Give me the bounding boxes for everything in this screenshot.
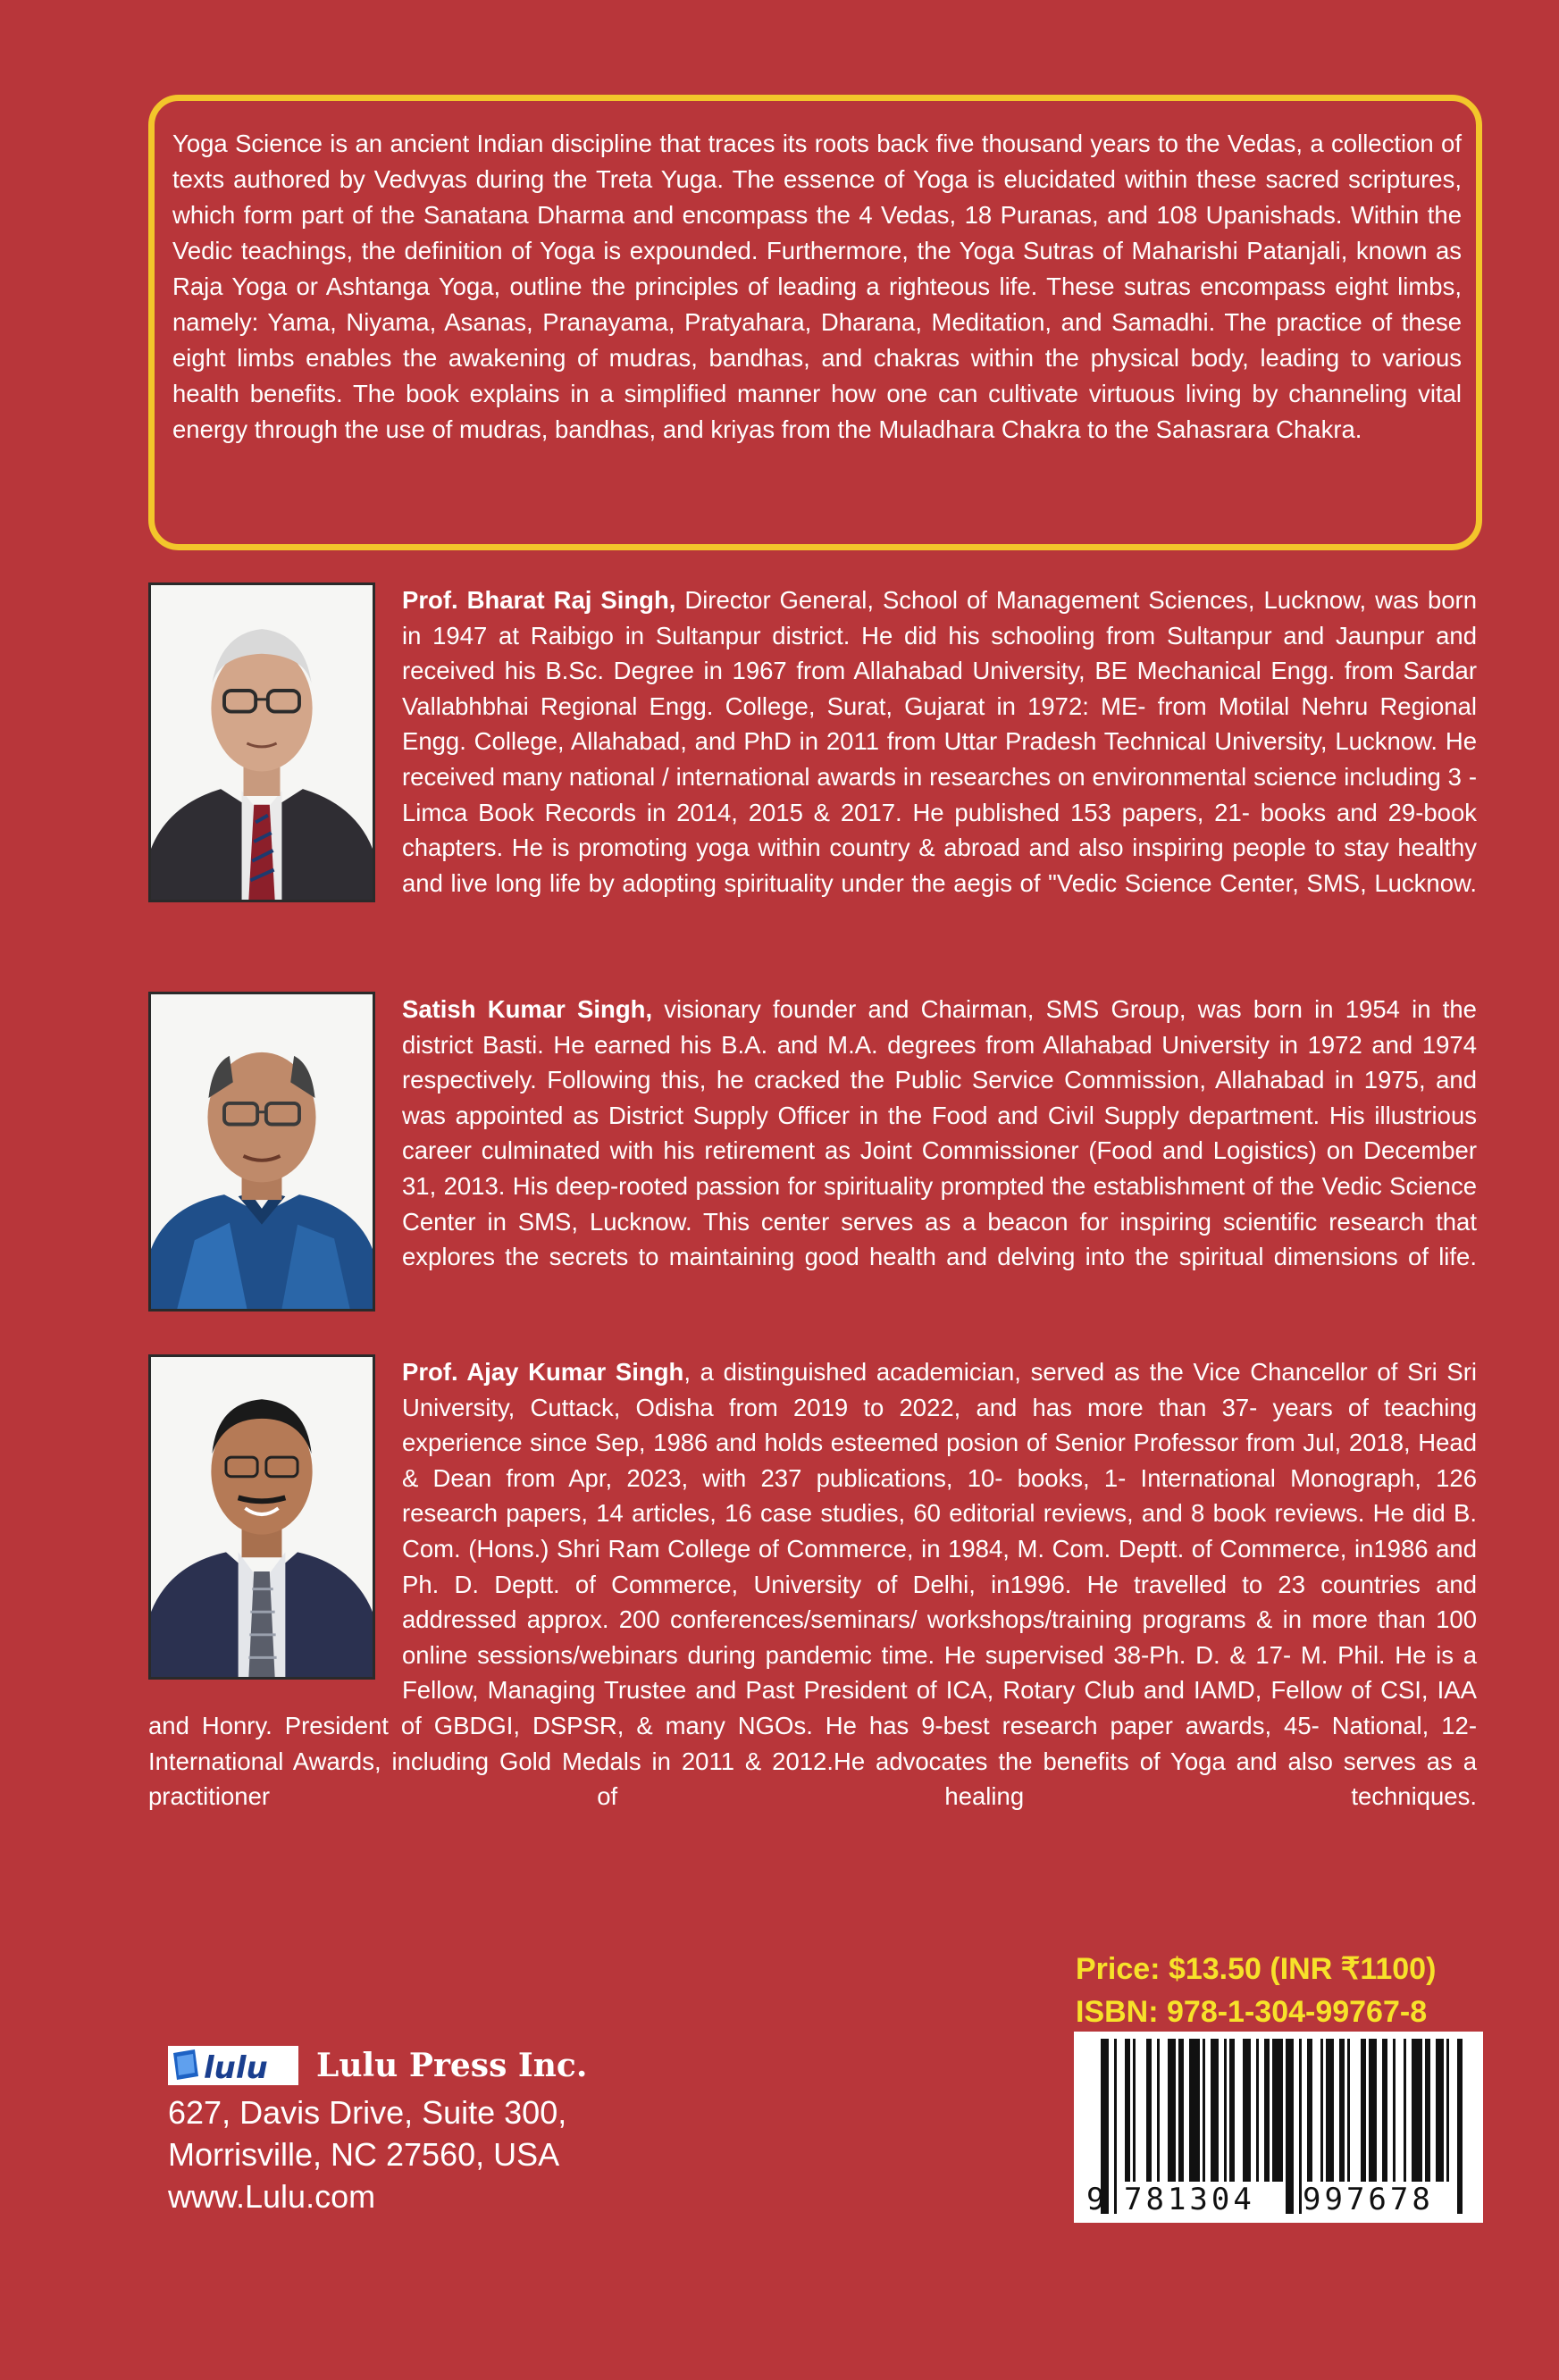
barcode-bar [1243,2039,1251,2182]
barcode-bar [1326,2039,1334,2182]
publisher-address-line-1: 627, Davis Drive, Suite 300, [168,2094,567,2131]
publisher-website[interactable]: www.Lulu.com [168,2178,376,2215]
author-bio-satish-kumar-singh [148,992,1477,1347]
barcode-bar [1178,2039,1184,2182]
publisher-address-line-2: Morrisville, NC 27560, USA [168,2136,560,2173]
author-name: Prof. Bharat Raj Singh, [402,586,676,614]
author-name: Satish Kumar Singh, [402,995,653,1023]
price-isbn-block [1076,1948,1496,2033]
publisher-block [168,2041,587,2217]
author-bio-bharat-raj-singh [148,582,1477,938]
barcode-bar [1425,2039,1430,2182]
author-bio-body: Director General, School of Management Sciences, Lucknow, was born in 1947 at Raibigo in Sultanpur district. He did his schooling from Sultanpur and Jaunpur and received his B.Sc. Degree in 1967 from Allahabad University, BE Mechanical Engg. from Sardar Vallabhbhai Regional Engg. College, Surat, Gujarat in 1972: ME- from Motilal Nehru Regional Engg. College, Allahabad, and PhD in 2011 from Uttar Pradesh Technical University, Lucknow. He received many national / international awards in researches on environmental science including 3 - Limca Book Records in 2014, 2015 & 2017. He published 153 papers, 21- books and 29-book chapters. He is promoting yoga within country & abroad and also inspiring people to stay healthy and live long life by adopting spirituality under the aegis of "Vedic Science Center, SMS, Lucknow. [402,586,1477,897]
barcode-digits [1074,2182,1483,2217]
author-bio-body: , a distinguished academician, served as the Vice Chancellor of Sri Sri University, Cuttack, Odisha from 2019 to 2022, and has more than 37- years of teaching experience since Sep, 1986 and holds esteemed posion of Senior Professor from Jul, 2018, Head & Dean from Apr, 2023, with 237 publications, 10- books, 1- International Monograph, 126 research papers, 14 articles, 16 case studies, 60 editorial reviews, and 8 book reviews. He did B. Com. (Hons.) Shri Ram College of Commerce, in 1984, M. Com. Deptt. of Commerce, in1986 and Ph. D. Deptt. of Commerce, University of Delhi, in1996. He travelled to 23 countries and addressed approx. 200 conferences/seminars/ workshops/training programs & in more than 100 online sessions/webinars during pandemic time. He supervised 38-Ph. D. & 17- M. Phil. He is a Fellow, Managing Trustee and Past President of ICA, Rotary Club and IAMD, Fellow of CSI, IAA and Honry. President of GBDGI, DSPSR, & many NGOs. He has 9-best research paper awards, 45- National, 12- International Awards, including Gold Medals in 2011 & 2012.He advocates the benefits of Yoga and also serves as a practitioner of healing techniques. [148,1358,1477,1811]
publisher-name: Lulu Press Inc. [316,2047,588,2084]
barcode-bar [1157,2039,1160,2182]
author-bio-ajay-kumar-singh [148,1354,1477,1849]
barcode-bar [1412,2039,1422,2182]
author-bio-body: visionary founder and Chairman, SMS Group, was born in 1954 in the district Basti. He earned his B.A. and M.A. degrees from Allahabad University in 1972 and 1974 respectively. Following this, he cracked the Public Service Commission, Allahabad in 1975, and was appointed as District Supply Officer in the Food and Civil Supply department. His illustrious career culminated with his retirement as Joint Commissioner (Food and Logistics) on December 31, 2013. His deep-rooted passion for spirituality prompted the establishment of the Vedic Science Center in SMS, Lucknow. This center serves as a beacon for inspiring scientific research that explores the secrets to maintaining good health and delving into the spiritual dimensions of life. [402,995,1477,1271]
author-photo-bharat-raj-singh [148,582,375,902]
barcode-bar [1272,2039,1283,2182]
barcode-bar [1264,2039,1270,2182]
price-label: Price: $13.50 (INR ₹1100) [1076,1952,1437,1986]
barcode-bar [1339,2039,1345,2182]
barcode-bar [1307,2039,1312,2182]
isbn-barcode [1074,2032,1483,2223]
barcode-bar [1146,2039,1152,2182]
author-name: Prof. Ajay Kumar Singh [402,1358,684,1386]
barcode-digit-first: 9 [1086,2182,1105,2217]
barcode-bar [1369,2039,1377,2182]
barcode-bar [1361,2039,1366,2182]
barcode-bar [1189,2039,1200,2182]
barcode-bar [1211,2039,1219,2182]
barcode-bar [1436,2039,1444,2182]
barcode-bar [1168,2039,1176,2182]
isbn-label: ISBN: 978-1-304-99767-8 [1076,1995,1428,2029]
barcode-bar [1320,2039,1323,2182]
barcode-bar [1382,2039,1387,2182]
barcode-bar [1224,2039,1227,2182]
barcode-bar [1393,2039,1396,2182]
barcode-bar [1446,2039,1449,2182]
author-photo-ajay-kumar-singh [148,1354,375,1680]
lulu-logo [168,2046,298,2085]
barcode-bar [1125,2039,1130,2182]
svg-text:lulu: lulu [204,2050,268,2085]
barcode-bar [1133,2039,1136,2182]
barcode-bar [1404,2039,1406,2182]
barcode-bar [1203,2039,1205,2182]
description-box [148,95,1482,550]
barcode-digits-right: 997678 [1303,2182,1434,2217]
barcode-bar [1229,2039,1235,2182]
author-photo-satish-kumar-singh [148,992,375,1312]
description-text: Yoga Science is an ancient Indian discipline that traces its roots back five thousand years to the Vedas, a collection of texts authored by Vedvyas during the Treta Yuga. The essence of Yoga is elucidated within these sacred scriptures, which form part of the Sanatana Dharma and encompass the 4 Vedas, 18 Puranas, and 108 Upanishads. Within the Vedic teachings, the definition of Yoga is expounded. Furthermore, the Yoga Sutras of Maharishi Patanjali, known as Raja Yoga or Ashtanga Yoga, outline the principles of leading a righteous life. These sutras encompass eight limbs, namely: Yama, Niyama, Asanas, Pranayama, Pratyahara, Dharana, Meditation, and Samadhi. The practice of these eight limbs enables the awakening of mudras, bandhas, and chakras within the physical body, leading to various health benefits. The book explains in a simplified manner how one can cultivate virtuous living by channeling vital energy through the use of mudras, bandhas, and kriyas from the Muladhara Chakra to the Sahasrara Chakra. [172,130,1462,443]
barcode-bar [1347,2039,1350,2182]
barcode-digits-left: 781304 [1124,2182,1255,2217]
barcode-bar [1256,2039,1259,2182]
